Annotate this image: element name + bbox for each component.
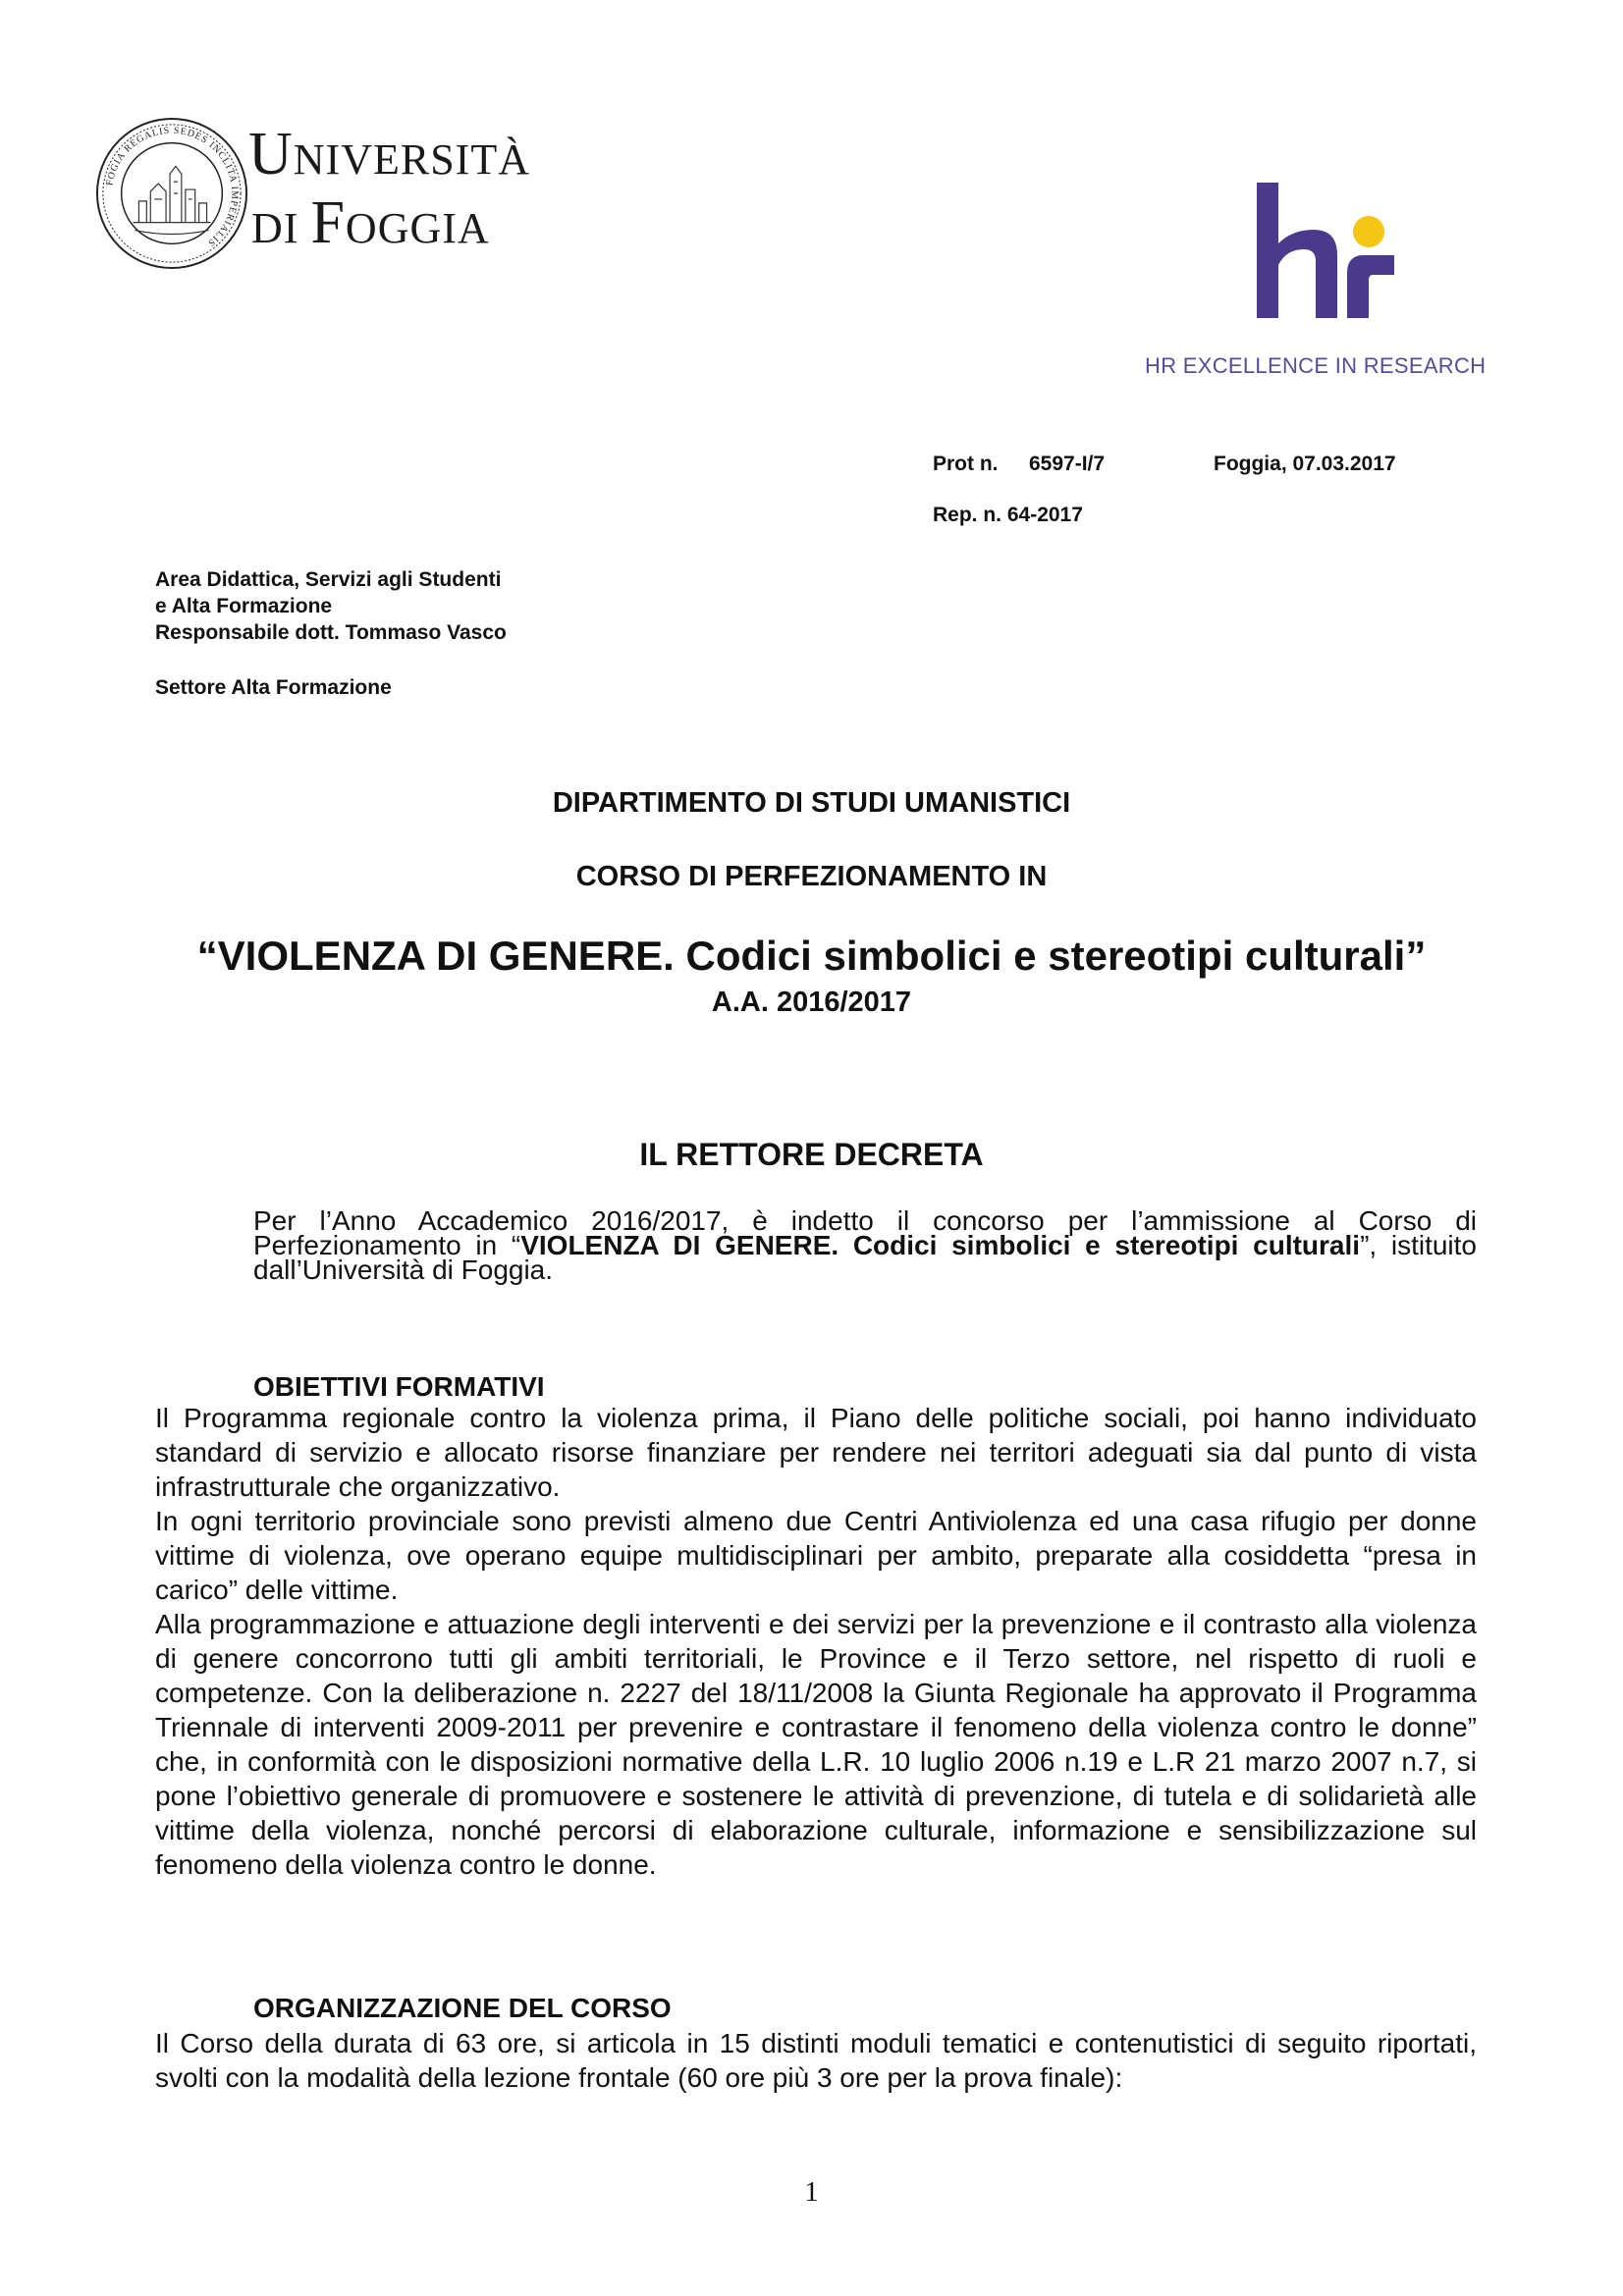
- intro-text-end: ”, istituito dall’Università di Foggia.: [253, 1230, 1478, 1285]
- office-line: Area Didattica, Servizi agli Studenti: [155, 568, 502, 591]
- academic-year: A.A. 2016/2017: [711, 987, 912, 1018]
- office-block: [155, 566, 507, 646]
- office-sector: Settore Alta Formazione: [155, 676, 392, 699]
- course-label: CORSO DI PERFEZIONAMENTO IN: [575, 861, 1048, 892]
- organization-body: [155, 2026, 1477, 2095]
- seal-ring-text: FOGIA REGALIS SEDES INCLITA IMPERIALIS: [104, 125, 241, 249]
- objectives-paragraph: In ogni territorio provinciale sono previsti almeno due Centri Antiviolenza ed una casa rifugio per donne vittime di violenza, ove operano equipe multidisciplinari per ambito, preparate alla cosiddetta “presa in carico” delle vittime.: [155, 1506, 1477, 1605]
- university-name-line2: DI FOGGIA: [251, 189, 490, 256]
- hr-excellence-caption: HR EXCELLENCE IN RESEARCH: [1145, 353, 1487, 378]
- page-number: 1: [804, 2176, 819, 2208]
- hr-excellence-logo: [1253, 183, 1400, 320]
- department-title: DIPARTIMENTO DI STUDI UMANISTICI: [552, 787, 1071, 819]
- office-line: e Alta Formazione: [155, 595, 333, 617]
- section-heading-organization: ORGANIZZAZIONE DEL CORSO: [253, 1993, 672, 2023]
- objectives-body: [155, 1401, 1477, 1882]
- university-name-line1: UNIVERSITÀ: [248, 121, 530, 187]
- intro-paragraph: [253, 1205, 1478, 1285]
- section-heading-objectives: OBIETTIVI FORMATIVI: [253, 1371, 545, 1402]
- intro-text-start: Per l’Anno Accademico 2016/2017, è indetto il concorso per l’ammissione al Corso di Perfezionamento in “: [253, 1205, 1477, 1260]
- course-title: “VIOLENZA DI GENERE. Codici simbolici e stereotipi culturali”: [196, 933, 1427, 979]
- objectives-paragraph: Il Programma regionale contro la violenza prima, il Piano delle politiche sociali, poi hanno individuato standard di servizio e allocato risorse finanziare per rendere nei territori adeguati sia dal punto di vista infrastrutturale che organizzativo.: [155, 1403, 1477, 1502]
- objectives-paragraph: Alla programmazione e attuazione degli interventi e dei servizi per la prevenzione e il contrasto alla violenza di genere concorrono tutti gli ambiti territoriali, le Province e il Terzo settore, nel rispetto di ruoli e competenze. Con la deliberazione n. 2227 del 18/11/2008 la Giunta Regionale ha approvato il Programma Triennale di interventi 2009-2011 per prevenire e contrastare il fenomeno della violenza contro le donne” che, in conformità con le disposizioni normative della L.R. 10 luglio 2006 n.19 e L.R 21 marzo 2007 n.7, si pone l’obiettivo generale di promuovere e sostenere le attività di prevenzione, di tutela e di solidarietà alle vittime della violenza, nonché percorsi di elaborazione culturale, informazione e sensibilizzazione sul fenomeno della violenza contro le donne.: [155, 1609, 1477, 1880]
- university-seal-logo: [94, 116, 249, 271]
- repertory-number: Rep. n. 64-2017: [933, 504, 1083, 526]
- intro-course-name: VIOLENZA DI GENERE. Codici simbolici e stereotipi culturali: [520, 1230, 1361, 1260]
- decree-heading: IL RETTORE DECRETA: [639, 1137, 984, 1172]
- organization-paragraph: Il Corso della durata di 63 ore, si articola in 15 distinti moduli tematici e contenutistici di seguito riportati, svolti con la modalità della lezione frontale (60 ore più 3 ore per la prova finale):: [155, 2028, 1477, 2093]
- place-date: Foggia, 07.03.2017: [1214, 453, 1396, 475]
- protocol-label: Prot n.: [933, 453, 999, 475]
- protocol-number: 6597-I/7: [1029, 453, 1106, 475]
- office-responsible: Responsabile dott. Tommaso Vasco: [155, 621, 507, 644]
